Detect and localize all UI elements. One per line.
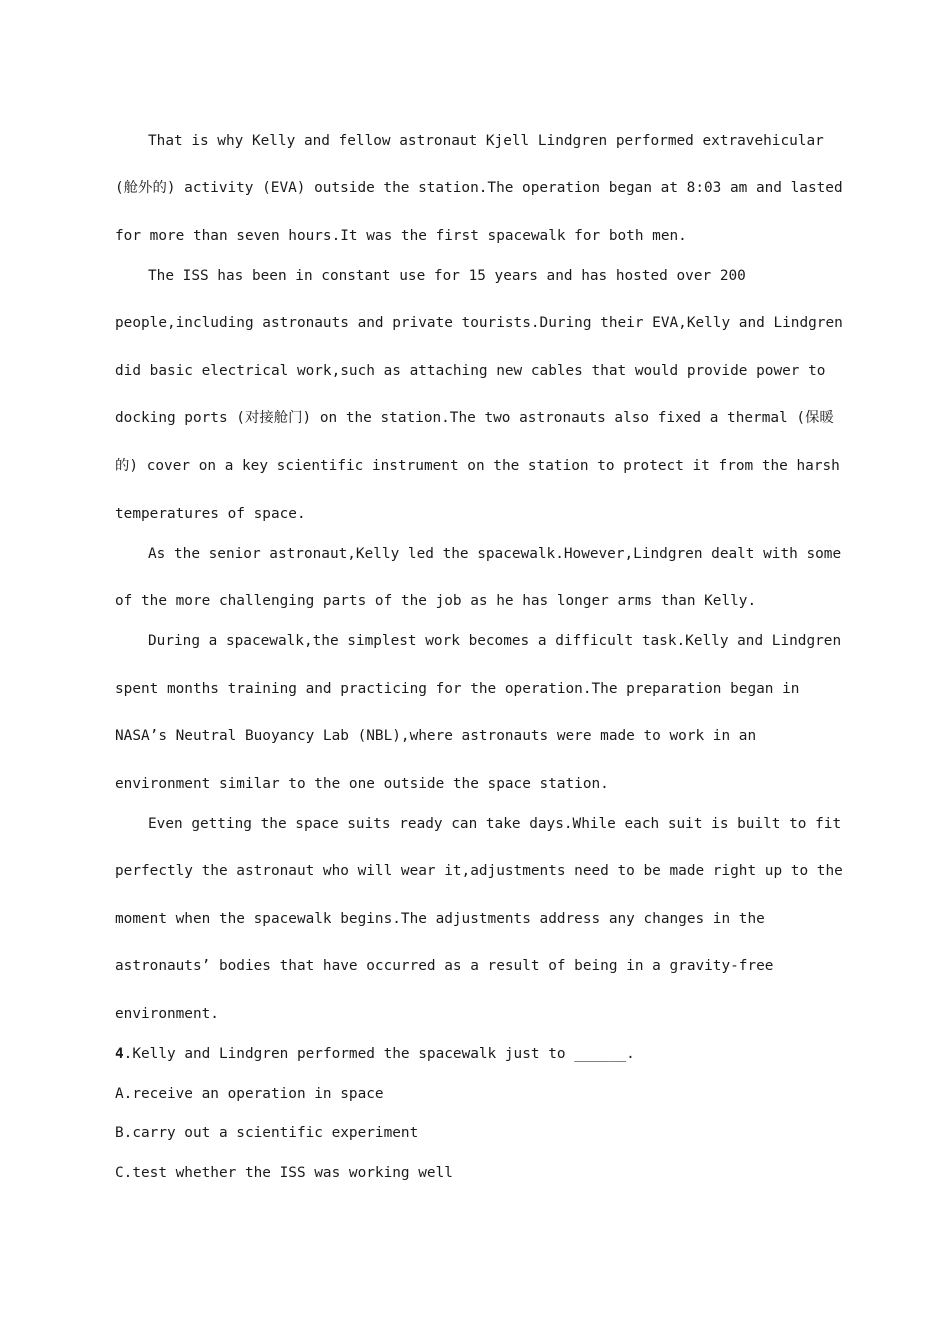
paragraph-line: environment similar to the one outside the space station.: [115, 776, 609, 792]
paragraph-line: moment when the spacewalk begins.The adjustments address any changes in the: [115, 911, 765, 927]
paragraph-line: for more than seven hours.It was the first spacewalk for both men.: [115, 228, 687, 244]
paragraph-line: The ISS has been in constant use for 15 years and has hosted over 200: [148, 268, 746, 284]
paragraph-line: environment.: [115, 1006, 219, 1022]
paragraph-line: Even getting the space suits ready can take days.While each suit is built to fit: [148, 816, 842, 832]
paragraph-line: perfectly the astronaut who will wear it,adjustments need to be made right up to the: [115, 863, 843, 879]
paragraph-line: people,including astronauts and private tourists.During their EVA,Kelly and Lindgren: [115, 315, 843, 331]
paragraph-line: That is why Kelly and fellow astronaut Kjell Lindgren performed extravehicular: [148, 133, 824, 149]
question-stem-line: [115, 1044, 635, 1064]
paragraph-line: did basic electrical work,such as attaching new cables that would provide power to: [115, 363, 826, 379]
paragraph-line: spent months training and practicing for the operation.The preparation began in: [115, 681, 800, 697]
paragraph-line: As the senior astronaut,Kelly led the spacewalk.However,Lindgren dealt with some: [148, 546, 842, 562]
paragraph-line: 的) cover on a key scientific instrument on the station to protect it from the harsh: [115, 458, 840, 474]
question-stem: .Kelly and Lindgren performed the spacewalk just to ______.: [123, 1046, 635, 1062]
paragraph-line: astronauts’ bodies that have occurred as a result of being in a gravity-free: [115, 958, 774, 974]
paragraph-line: temperatures of space.: [115, 506, 306, 522]
paragraph-line: NASA’s Neutral Buoyancy Lab (NBL),where astronauts were made to work in an: [115, 728, 757, 744]
option-c[interactable]: C.test whether the ISS was working well: [115, 1165, 453, 1181]
paragraph-line: (舱外的) activity (EVA) outside the station.The operation began at 8:03 am and lasted: [115, 180, 843, 196]
paragraph-line: docking ports (对接舱门) on the station.The two astronauts also fixed a thermal (保暖: [115, 410, 834, 426]
paragraph-line: During a spacewalk,the simplest work becomes a difficult task.Kelly and Lindgren: [148, 633, 842, 649]
option-a[interactable]: A.receive an operation in space: [115, 1086, 384, 1102]
question-number: 4: [115, 1046, 124, 1062]
paragraph-line: of the more challenging parts of the job as he has longer arms than Kelly.: [115, 593, 757, 609]
option-b[interactable]: B.carry out a scientific experiment: [115, 1125, 419, 1141]
